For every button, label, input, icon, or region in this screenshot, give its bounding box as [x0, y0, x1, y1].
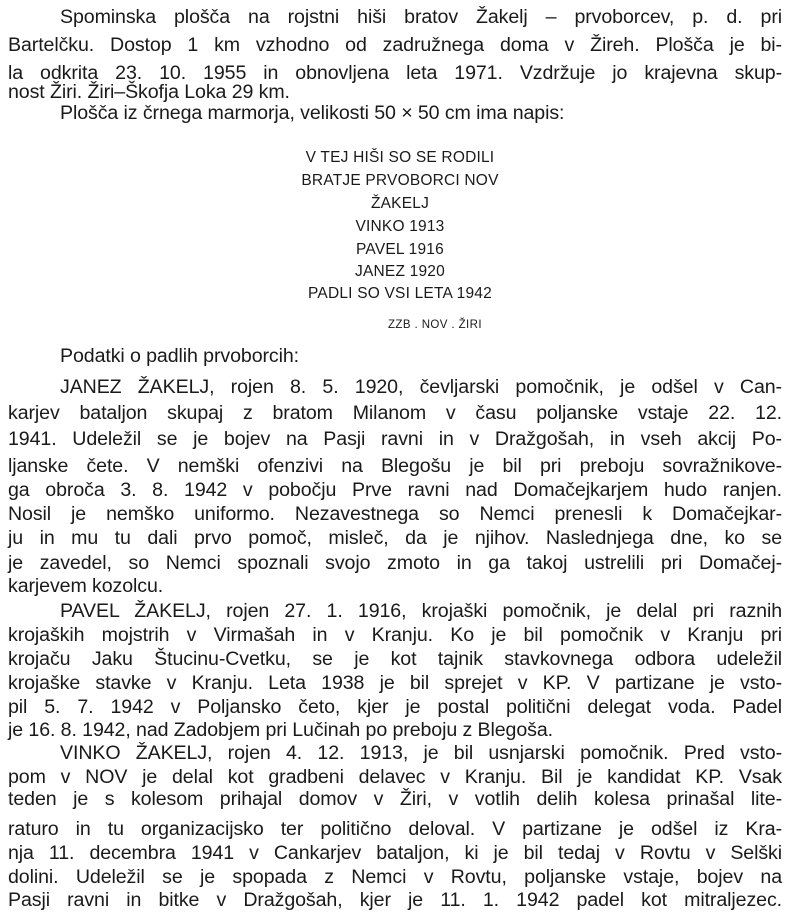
janez-line: ga obroča 3. 8. 1942 v pobočju Prve ravni nad Domačejkarjem hudo ranjen. [8, 479, 782, 501]
intro-line: Spominska plošča na rojstni hiši bratov Žakelj – prvoborcev, p. d. pri [60, 6, 782, 28]
janez-line: je zavedel, so Nemci spoznali svojo zmoto in ga takoj ustrelili pri Domačej- [8, 552, 782, 574]
vinko-line: Pasji ravni in bitke v Dražgošah, kjer je 11. 1. 1942 padel kot mitraljezec. [8, 889, 782, 911]
janez-line: karjev bataljon skupaj z bratom Milanom v času poljanske vstaje 22. 12. [8, 402, 782, 424]
inscription-line: V TEJ HIŠI SO SE RODILI [305, 149, 495, 166]
pavel-line: krojaške stavke v Kranju. Leta 1938 je bil sprejet v KP. V partizane je vsto- [8, 672, 782, 694]
vinko-line: pom v NOV je delal kot gradbeni delavec v Kranju. Bil je kandidat KP. Vsak [8, 766, 782, 788]
pavel-line: je 16. 8. 1942, nad Zadobjem pri Lučinah po preboju z Blegoša. [8, 719, 553, 741]
section-heading: Podatki o padlih prvoborcih: [60, 345, 300, 367]
vinko-line: VINKO ŽAKELJ, rojen 4. 12. 1913, je bil usnjarski pomočnik. Pred vsto- [60, 742, 782, 764]
inscription-line: JANEZ 1920 [355, 263, 445, 280]
janez-line: 1941. Udeležil se je bojev na Pasji ravni in v Dražgošah, in vseh akcij Po- [8, 428, 782, 450]
pavel-line: pil 5. 7. 1942 v Poljansko četo, kjer je postal politični delegat voda. Padel [8, 696, 782, 718]
pavel-line: krojaču Jaku Štucinu-Cvetku, se je kot tajnik stavkovnega odbora udeležil [8, 648, 782, 670]
inscription-line: BRATJE PRVOBORCI NOV [301, 172, 499, 189]
janez-line: Nosil je nemško uniformo. Nezavestnega so Nemci prenesli k Domačejkar- [8, 503, 782, 525]
inscription-line: ŽAKELJ [370, 195, 430, 212]
vinko-line: raturo in tu organizacijsko ter politično deloval. V partizane je odšel iz Kra- [8, 818, 782, 840]
inscription-signature: ZZB . NOV . ŽIRI [388, 319, 482, 331]
intro-line: nost Žiri. Žiri–Škofja Loka 29 km. [8, 81, 290, 103]
janez-line: JANEZ ŽAKELJ, rojen 8. 5. 1920, čevljarski pomočnik, je odšel v Can- [60, 376, 782, 398]
inscription-line: PAVEL 1916 [356, 241, 444, 258]
pavel-line: krojaških mojstrih v Virmašah in v Kranju. Ko je bil pomočnik v Kranju pri [8, 624, 782, 646]
janez-line: karjevem kozolcu. [8, 575, 164, 597]
vinko-line: nja 11. decembra 1941 v Cankarjev bataljon, ki je bil tedaj v Rovtu v Selški [8, 842, 782, 864]
intro-line: la odkrita 23. 10. 1955 in obnovljena leta 1971. Vzdržuje jo krajevna skup- [8, 62, 782, 84]
vinko-line: teden je s kolesom prihajal domov v Žiri, v votlih delih kolesa prinašal lite- [8, 788, 782, 810]
inscription-line: VINKO 1913 [355, 218, 445, 235]
inscription-line: PADLI SO VSI LETA 1942 [308, 285, 492, 302]
janez-line: ljanske čete. V nemški ofenzivi na Blegošu je bil pri preboju sovražnikove- [8, 455, 782, 477]
vinko-line: dolini. Udeležil se je spopada z Nemci v Rovtu, poljanske vstaje, bojev na [8, 866, 782, 888]
intro-line: Bartelčku. Dostop 1 km vzhodno od zadružnega doma v Žireh. Plošča je bi- [8, 34, 782, 56]
janez-line: ju in mu tu dali prvo pomoč, misleč, da je njihov. Naslednjega dne, ko se [8, 527, 782, 549]
intro-line: Plošča iz črnega marmorja, velikosti 50 × 50 cm ima napis: [60, 102, 565, 124]
pavel-line: PAVEL ŽAKELJ, rojen 27. 1. 1916, krojaški pomočnik, je delal pri raznih [60, 600, 782, 622]
